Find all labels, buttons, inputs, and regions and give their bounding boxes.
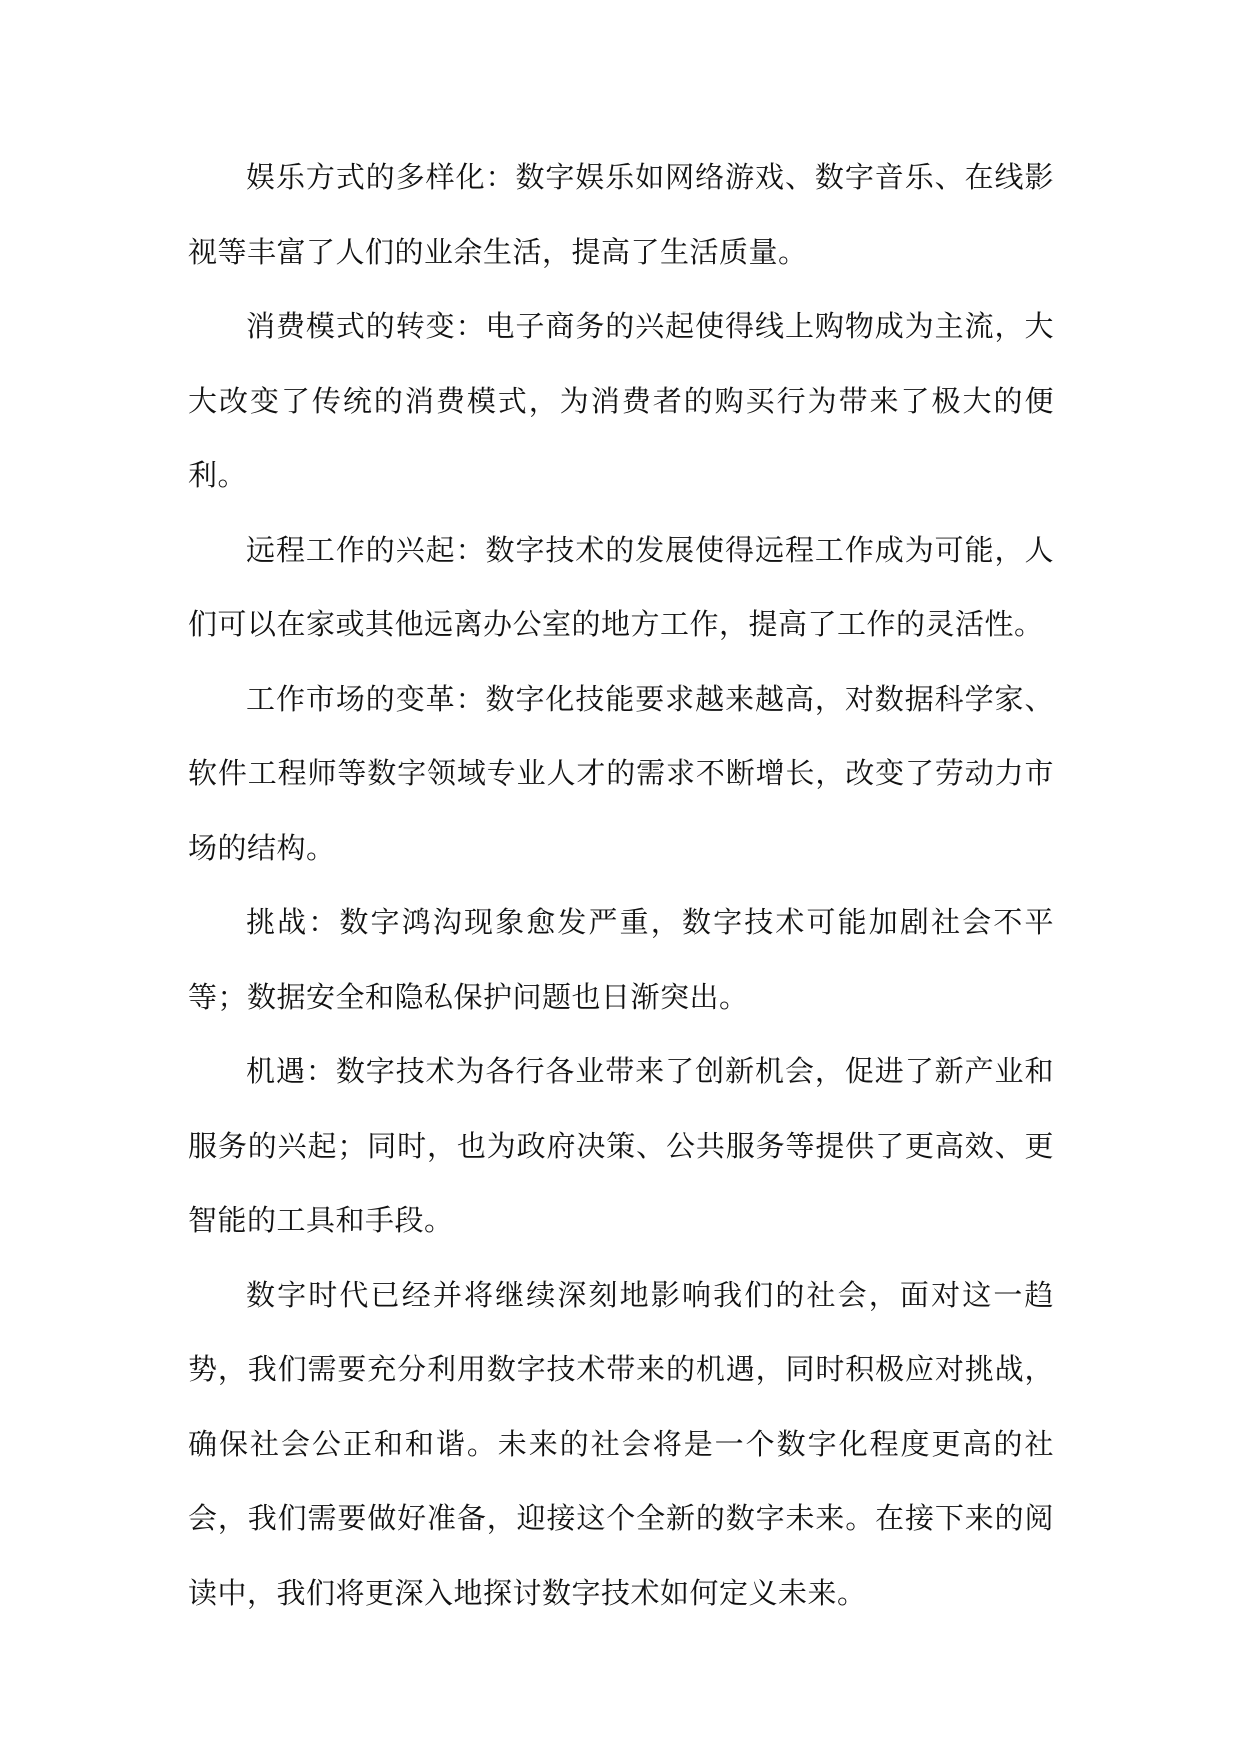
paragraph-consumption: 消费模式的转变：电子商务的兴起使得线上购物成为主流，大大改变了传统的消费模式，为消费者的购买行为带来了极大的便利。 xyxy=(188,309,1054,492)
document-body xyxy=(188,140,1054,1630)
paragraph-remote-work: 远程工作的兴起：数字技术的发展使得远程工作成为可能，人们可以在家或其他远离办公室的地方工作，提高了工作的灵活性。 xyxy=(188,532,1054,641)
paragraph-opportunities: 机遇：数字技术为各行各业带来了创新机会，促进了新产业和服务的兴起；同时，也为政府决策、公共服务等提供了更高效、更智能的工具和手段。 xyxy=(188,1054,1054,1237)
paragraph-conclusion: 数字时代已经并将继续深刻地影响我们的社会，面对这一趋势，我们需要充分利用数字技术带来的机遇，同时积极应对挑战，确保社会公正和和谐。未来的社会将是一个数字化程度更高的社会，我们需要做好准备，迎接这个全新的数字未来。在接下来的阅读中，我们将更深入地探讨数字技术如何定义未来。 xyxy=(188,1277,1054,1610)
paragraph-entertainment: 娱乐方式的多样化：数字娱乐如网络游戏、数字音乐、在线影视等丰富了人们的业余生活，提高了生活质量。 xyxy=(188,160,1054,269)
paragraph-challenges: 挑战：数字鸿沟现象愈发严重，数字技术可能加剧社会不平等；数据安全和隐私保护问题也日渐突出。 xyxy=(188,905,1054,1014)
paragraph-job-market: 工作市场的变革：数字化技能要求越来越高，对数据科学家、软件工程师等数字领域专业人才的需求不断增长，改变了劳动力市场的结构。 xyxy=(188,681,1054,865)
